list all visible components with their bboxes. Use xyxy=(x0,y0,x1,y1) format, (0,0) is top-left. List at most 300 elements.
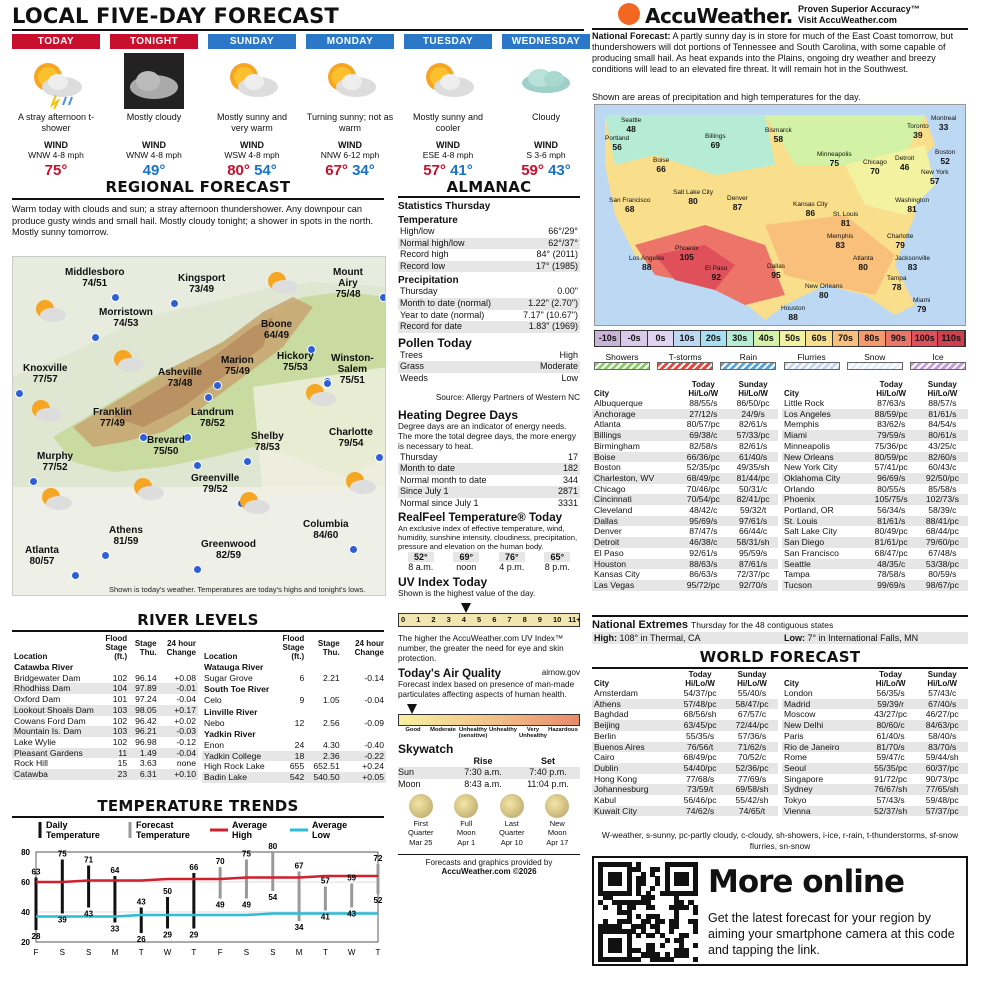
city-row: Rome 59/47/c 59/44/sh xyxy=(784,752,959,763)
legend-swatch: 40s xyxy=(754,331,780,346)
city-row: Kabul 56/46/pc 55/42/sh xyxy=(594,795,769,806)
city-dot-icon xyxy=(101,551,110,560)
forecast-temps: 75° xyxy=(44,162,68,179)
legend-swatch: 10s xyxy=(674,331,700,346)
us-map-city: Los Angeles 88 xyxy=(629,255,665,272)
us-map-city: Houston 88 xyxy=(781,305,806,322)
city-row: Kuwait City 74/62/s 74/65/t xyxy=(592,806,778,817)
map-weather-icon xyxy=(341,469,377,501)
city-row: Little Rock 87/63/s 88/57/s xyxy=(784,398,957,408)
more-online-text: Get the latest forecast for your region by aiming your smartphone camera at this code and tapping the link. xyxy=(708,911,955,957)
city-row: Las Vegas 95/72/pc 92/70/s xyxy=(592,580,778,591)
svg-text:Daily: Daily xyxy=(46,820,68,830)
river-row: Rock Hill 15 3.63 none xyxy=(14,758,196,769)
svg-text:Average: Average xyxy=(232,820,268,830)
national-extremes: National Extremes Thursday for the 48 contiguous states High: 108° in Thermal, CA Low: 7° in International Falls, MN xyxy=(592,615,968,644)
more-online-box xyxy=(592,856,968,966)
city-row: Salt Lake City 80/49/pc 68/44/pc xyxy=(784,526,959,537)
city-dot-icon xyxy=(91,333,100,342)
wind-value: ESE 4-8 mph xyxy=(422,150,474,160)
city-row: Detroit 46/38/c 58/31/sh xyxy=(592,537,778,548)
map-weather-icon xyxy=(109,347,145,379)
forecast-day-1 xyxy=(110,34,198,179)
low-value-label: 49 xyxy=(242,900,251,910)
forecast-day-label: TODAY xyxy=(12,34,100,49)
almanac-title: ALMANAC xyxy=(446,178,532,196)
precip-type: Rain xyxy=(720,352,776,374)
city-row: Anchorage 27/12/s 24/9/s xyxy=(592,409,778,420)
low-value-label: 34 xyxy=(294,923,304,932)
city-row: Minneapolis 75/36/pc 43/25/c xyxy=(784,440,957,451)
legend-item xyxy=(210,820,267,840)
city-row: Cincinnati 70/54/pc 82/41/pc xyxy=(592,494,778,505)
river-row: Cowans Ford Dam 102 96.42 +0.02 xyxy=(14,715,196,726)
high-value-label: 50 xyxy=(163,887,172,896)
city-row: Phoenix 105/75/s 102/73/s xyxy=(782,494,968,505)
svg-text:Average: Average xyxy=(312,820,348,830)
y-tick-label: 20 xyxy=(21,938,30,947)
pollen-source: Source: Allergy Partners of Western NC xyxy=(435,392,580,402)
x-tick-label: S xyxy=(243,948,250,957)
city-row: Moscow 43/27/pc 46/27/pc xyxy=(784,709,959,720)
svg-text:Low: Low xyxy=(312,830,330,840)
us-map-city: Denver 87 xyxy=(727,195,748,212)
x-tick-label: T xyxy=(375,948,381,957)
forecast-day-label: SUNDAY xyxy=(208,34,296,49)
temp-rows: High/low 66°/29° Normal high/low 62°/37° Record high 84° (2011) Record low 17° (1985) xyxy=(400,226,578,271)
low-value-label: 43 xyxy=(347,909,357,919)
uv-sub: Shown is the highest value of the day. xyxy=(398,588,536,598)
moon-phase-icon xyxy=(454,794,478,818)
us-map-city: Portland 56 xyxy=(605,135,630,152)
river-row: Nebo 12 2.56 -0.09 xyxy=(204,717,384,728)
us-map-city: Salt Lake City 80 xyxy=(673,189,714,206)
forecast-day-label: MONDAY xyxy=(306,34,394,49)
city-row: Charleston, WV 68/49/pc 81/44/pc xyxy=(592,473,778,484)
city-row: London 56/35/s 57/43/c xyxy=(784,688,957,698)
legend-swatch: -0s xyxy=(621,331,647,346)
forecast-day-0 xyxy=(12,34,100,179)
pollen-title: Pollen Today xyxy=(398,335,472,350)
forecast-day-label: TONIGHT xyxy=(110,34,198,49)
region-city-boone: Boone 64/49 xyxy=(261,319,293,341)
us-map-city: Jacksonville 83 xyxy=(895,255,931,272)
wind-value: S 3-6 mph xyxy=(526,150,566,160)
pollen-rows: Trees High Grass Moderate Weeds Low xyxy=(400,349,578,383)
uv-scale: 0 1 2 3 4 5 6 7 8 9 10 11+ xyxy=(398,603,580,631)
map-weather-icon xyxy=(235,489,271,521)
wind-label: WIND xyxy=(534,140,558,150)
realfeel-text: An exclusive index of effective temperature, wind, humidity, sunshine intensity, cloudiness, precipitation, pressure and elevation on the human body. xyxy=(398,523,578,551)
city-row: Oklahoma City 96/69/s 92/50/pc xyxy=(782,473,968,484)
air-marker-icon xyxy=(407,704,417,714)
forecast-day-2 xyxy=(208,34,296,179)
city-row: Denver 87/47/s 66/44/c xyxy=(594,526,768,537)
city-row: Birmingham 82/58/s 82/61/s xyxy=(594,440,768,451)
hdd-title: Heating Degree Days xyxy=(398,407,519,422)
forecast-temps: 80° 54° xyxy=(227,162,277,179)
river-header: 24 hour Change xyxy=(166,638,196,657)
legend-swatch: 80s xyxy=(859,331,885,346)
city-row: San Diego 81/61/pc 79/60/pc xyxy=(782,537,968,548)
x-tick-label: S xyxy=(270,948,276,957)
wind-value: WNW 4-8 mph xyxy=(126,150,182,160)
forecast-day-4 xyxy=(404,34,492,179)
city-row: Baghdad 68/56/sh 67/57/c xyxy=(594,709,767,720)
city-row: Athens 57/48/pc 58/47/pc xyxy=(592,699,778,710)
credit-line: Forecasts and graphics provided by xyxy=(398,854,580,867)
city-row: Tampa 78/58/s 80/59/s xyxy=(784,569,957,580)
high-value-label: 59 xyxy=(347,873,357,883)
hdd-text: Degree days are an indicator of energy needs. The more the total degree days, the more energy is necessary to heat. xyxy=(398,421,576,451)
city-row: New Orleans 80/59/pc 82/60/s xyxy=(782,452,968,463)
accuweather-logo: AccuWeather. xyxy=(645,4,793,28)
legend-swatch: 110s xyxy=(938,331,964,346)
city-dot-icon xyxy=(204,393,213,402)
us-map-city: El Paso 92 xyxy=(705,265,728,282)
low-value-label: 54 xyxy=(268,893,278,902)
us-map-city: New York 57 xyxy=(921,169,949,186)
svg-text:Forecast: Forecast xyxy=(136,820,174,830)
wind-label: WIND xyxy=(338,140,362,150)
river-row: Rhodhiss Dam 104 97.89 -0.01 xyxy=(14,683,196,694)
us-map-city: Toronto 39 xyxy=(907,123,929,140)
region-city-atlanta: Atlanta 80/57 xyxy=(25,545,59,567)
legend-swatch: -10s xyxy=(595,331,621,346)
city-row: St. Louis 81/61/s 88/41/pc xyxy=(782,516,968,527)
city-row: Buenos Aires 76/56/t 71/62/s xyxy=(592,742,778,753)
city-row: Tucson 99/69/s 98/67/pc xyxy=(782,580,968,591)
high-value-label: 71 xyxy=(84,855,94,865)
river-group: Catawba River xyxy=(14,662,74,672)
x-tick-label: T xyxy=(138,948,144,957)
high-value-label: 70 xyxy=(215,857,225,866)
us-map-city: Bismarck 58 xyxy=(765,127,792,144)
city-row: Johannesburg 73/59/t 69/58/sh xyxy=(592,784,778,795)
uv-title: UV Index Today xyxy=(398,574,488,589)
us-map-city: Boise 66 xyxy=(653,157,670,174)
river-row: Mountain Is. Dam 103 96.21 -0.03 xyxy=(14,726,196,737)
low-value-label: 28 xyxy=(31,932,41,941)
city-row: Houston 88/63/s 87/61/s xyxy=(592,559,778,570)
more-online-title: More online xyxy=(708,864,904,900)
region-city-shelby: Shelby 78/53 xyxy=(251,431,284,453)
river-row: Yadkin College 18 2.36 -0.22 xyxy=(204,750,384,761)
legend-swatch: 70s xyxy=(833,331,859,346)
forecast-day-label: WEDNESDAY xyxy=(502,34,590,49)
city-row: Sydney 76/67/sh 77/65/sh xyxy=(782,784,968,795)
us-map-city: New Orleans 80 xyxy=(805,283,843,300)
legend-swatch: 90s xyxy=(886,331,912,346)
river-group: Linville River xyxy=(204,706,258,717)
city-row: Boise 66/36/pc 61/40/s xyxy=(592,452,778,463)
city-dot-icon xyxy=(213,381,222,390)
accuweather-sun-icon xyxy=(618,3,640,25)
low-value-label: 49 xyxy=(215,900,225,910)
legend-swatch: 0s xyxy=(648,331,674,346)
realfeel-title: RealFeel Temperature® Today xyxy=(398,511,562,524)
high-value-label: 66 xyxy=(189,863,199,872)
city-row: Berlin 55/35/s 57/36/s xyxy=(594,730,767,741)
us-map-city: Charlotte 79 xyxy=(887,233,914,250)
low-value-label: 41 xyxy=(320,912,330,922)
legend-swatch: 60s xyxy=(806,331,832,346)
river-row: Badin Lake 542 540.50 +0.05 xyxy=(204,772,384,783)
stats-label: Statistics Thursday xyxy=(398,201,491,212)
trends-title: TEMPERATURE TRENDS xyxy=(97,797,299,815)
city-row: Seoul 55/35/pc 60/37/pc xyxy=(782,763,968,774)
regional-caption: Shown is today's weather. Temperatures are today's highs and tonight's lows. xyxy=(109,585,366,594)
map-weather-icon xyxy=(301,381,337,413)
x-tick-label: T xyxy=(191,948,197,957)
forecast-temps: 49° xyxy=(142,162,166,179)
moon-phases: First Quarter Mar 25 Full Moon Apr 1 Last Quarter Apr 10 New Moon Apr 17 xyxy=(398,794,580,848)
forecast-desc: Mostly sunny and cooler xyxy=(412,112,484,133)
us-map-city: San Francisco 68 xyxy=(609,197,651,214)
region-city-hickory: Hickory 75/53 xyxy=(277,351,314,373)
river-header: Stage Thu. xyxy=(134,638,157,657)
high-value-label: 80 xyxy=(268,842,278,851)
region-city-marion: Marion 75/49 xyxy=(221,355,254,377)
map-weather-icon xyxy=(129,475,165,507)
precip-type-legend xyxy=(594,352,966,374)
uv-marker-icon xyxy=(461,603,471,613)
sun-cloud-icon xyxy=(404,52,492,110)
us-map-city: Minneapolis 75 xyxy=(817,151,852,168)
city-row: Miami 79/59/s 80/61/s xyxy=(782,430,968,441)
svg-text:Temperature: Temperature xyxy=(46,830,100,840)
svg-text:High: High xyxy=(232,830,252,840)
world-title: WORLD FORECAST xyxy=(699,648,861,666)
credit-brand: AccuWeather.com ©2026 xyxy=(441,866,537,876)
city-row: New Delhi 80/60/c 84/63/pc xyxy=(782,720,968,731)
almanac-panel xyxy=(398,198,580,876)
us-map-city: Miami 79 xyxy=(913,297,931,314)
low-value-label: 39 xyxy=(57,915,67,925)
us-map-city: Kansas City 86 xyxy=(793,201,828,218)
moon-phase-icon xyxy=(409,794,433,818)
city-row: Singapore 91/72/pc 90/73/pc xyxy=(784,773,959,784)
low-value-label: 43 xyxy=(84,909,94,919)
city-row: Beijing 63/45/pc 72/44/pc xyxy=(592,720,778,731)
world-right: Today Sunday City Hi/Lo/W Hi/Lo/W London 56/35/s 57/43/c Madrid 59/39/r 67/40/s Moscow 43/27/pc 46/27/pc New Delhi 80/60/c 84/63/pc Paris 61/40/s 58/40/s Rio de Janeiro 81/70/s 83/70/s Rome 59/47/c 59/44/sh Seoul 55/35/pc 60/37/pc Singapore 91/72/pc 90/73/pc Sydney 76/67/sh 77/65/sh Tokyo 57/43/s 59/48/pc Vienna 52/37/sh 57/37/pc xyxy=(782,670,968,816)
precip-type: T-storms xyxy=(657,352,713,374)
river-title: RIVER LEVELS xyxy=(137,611,259,629)
river-header: Location xyxy=(204,652,238,661)
us-map-city: Tampa 78 xyxy=(887,275,907,292)
sun-cloud-icon xyxy=(306,52,394,110)
high-value-label: 75 xyxy=(242,849,251,859)
city-row: Paris 61/40/s 58/40/s xyxy=(784,730,957,741)
regional-text: Warm today with clouds and sun; a stray afternoon thundershower. Any downpour can produce gusty winds and small hail. Mostly cloudy tonight; a shower in spots in the north. Mostly sunny tomorrow. xyxy=(12,204,374,237)
region-city-winston-salem: Winston- Salem 75/51 xyxy=(331,353,374,386)
high-value-label: 67 xyxy=(294,861,304,871)
us-cities-right: Today Sunday City Hi/Lo/W Hi/Lo/W Little Rock 87/63/s 88/57/s Los Angeles 88/59/pc 81/61/s Memphis 83/62/s 84/54/s Miami 79/59/s 80/61/s Minneapolis 75/36/pc 43/25/c New Orleans 80/59/pc 82/60/s New York City 57/41/pc 60/43/c Oklahoma City 96/69/s 92/50/pc Orlando 80/55/s 85/58/s Phoenix 105/75/s 102/73/s Portland, OR 56/34/s 58/39/c St. Louis 81/61/s 88/41/pc Salt Lake City 80/49/pc 68/44/pc San Diego 81/61/pc 79/60/pc San Francisco 68/47/pc 67/48/s Seattle 48/35/c 53/38/pc Tampa 78/58/s 80/59/s Tucson 99/69/s 98/67/pc xyxy=(782,380,968,591)
region-city-kingsport: Kingsport 73/49 xyxy=(178,273,226,295)
low-value-label: 29 xyxy=(189,930,199,940)
river-group: Yadkin River xyxy=(204,729,256,740)
river-header: Flood Stage (ft.) xyxy=(105,634,128,661)
city-row: Dallas 95/69/s 97/61/s xyxy=(592,516,778,527)
region-city-middlesboro: Middlesboro 74/51 xyxy=(65,267,125,289)
forecast-day-label: TUESDAY xyxy=(404,34,492,49)
regional-title: REGIONAL FORECAST xyxy=(105,178,291,196)
high-value-label: 43 xyxy=(136,897,146,907)
city-row: Madrid 59/39/r 67/40/s xyxy=(782,699,968,710)
y-tick-label: 40 xyxy=(21,908,30,917)
legend-item xyxy=(130,820,190,840)
precip-type: Snow xyxy=(847,352,903,374)
city-dot-icon xyxy=(243,457,252,466)
realfeel-values: 52° 8 a.m. 69° noon 76° 4 p.m. 65° 8 p.m. xyxy=(408,551,570,572)
river-table-right xyxy=(202,634,386,783)
river-row: Oxford Dam 101 97.24 -0.04 xyxy=(14,694,196,705)
us-map-city: Montreal 33 xyxy=(931,115,957,132)
region-city-athens: Athens 81/59 xyxy=(109,525,143,547)
legend-swatch: 100s xyxy=(912,331,938,346)
river-table-left xyxy=(12,634,198,780)
city-row: Kansas City 86/63/s 72/37/pc xyxy=(594,569,770,580)
river-row: Sugar Grove 6 2.21 -0.14 xyxy=(204,672,384,683)
forecast-day-3 xyxy=(306,34,394,179)
high-value-label: 64 xyxy=(110,866,120,875)
us-map-city: Detroit 46 xyxy=(895,155,915,172)
forecast-desc: Turning sunny; not as warm xyxy=(306,112,394,133)
city-row: Albuquerque 88/55/s 86/50/pc xyxy=(594,398,770,408)
us-map-city: Memphis 83 xyxy=(827,233,854,250)
river-row: Catawba 23 6.31 +0.10 xyxy=(14,769,196,780)
low-value-label: 33 xyxy=(110,924,120,934)
river-row: Lookout Shoals Dam 103 98.05 +0.17 xyxy=(14,704,196,715)
city-row: New York City 57/41/pc 60/43/c xyxy=(784,462,957,473)
river-header: 24 hour Change xyxy=(354,638,384,657)
city-row: Vienna 52/37/sh 57/37/pc xyxy=(782,806,968,817)
y-tick-label: 60 xyxy=(21,878,30,887)
city-dot-icon xyxy=(193,461,202,470)
us-map-city: Atlanta 80 xyxy=(853,255,874,272)
city-row: Rio de Janeiro 81/70/s 83/70/s xyxy=(782,742,968,753)
city-row: El Paso 92/61/s 95/59/s xyxy=(594,547,768,558)
skywatch-table: Rise Set Sun 7:30 a.m. 7:40 p.m. Moon 8:43 a.m. 11:04 p.m. xyxy=(398,756,580,791)
map-weather-icon xyxy=(37,485,73,517)
accuweather-tagline: Proven Superior Accuracy™ Visit AccuWeather.com xyxy=(798,4,920,25)
river-group: Watauga River xyxy=(204,662,264,672)
legend-swatch: 50s xyxy=(780,331,806,346)
city-dot-icon xyxy=(15,389,24,398)
precip-type: Showers xyxy=(594,352,650,374)
city-dot-icon xyxy=(379,293,386,302)
wind-label: WIND xyxy=(44,140,68,150)
city-row: Atlanta 80/57/pc 82/61/s xyxy=(594,419,768,430)
x-tick-label: W xyxy=(347,948,356,957)
river-row: Celo 9 1.05 -0.04 xyxy=(204,695,384,706)
forecast-temps: 67° 34° xyxy=(325,162,375,179)
precip-rows: Thursday 0.00" Month to date (normal) 1.22" (2.70") Year to date (normal) 7.17" (10.67") Record for date 1.83" (1969) xyxy=(400,286,578,332)
forecast-desc: Cloudy xyxy=(531,112,560,122)
city-row: Tokyo 57/43/s 59/48/pc xyxy=(784,795,959,806)
tshower-icon xyxy=(12,52,100,110)
city-dot-icon xyxy=(111,293,120,302)
us-map-city: St. Louis 81 xyxy=(833,211,859,228)
river-header: Location xyxy=(14,652,48,661)
city-dot-icon xyxy=(71,571,80,580)
x-tick-label: W xyxy=(163,948,172,957)
x-tick-label: M xyxy=(295,948,303,957)
temperature-legend xyxy=(594,330,966,347)
map-weather-icon xyxy=(263,269,299,301)
river-row: Enon 24 4.30 -0.40 xyxy=(204,739,384,750)
city-dot-icon xyxy=(375,453,384,462)
forecast-temps: 57° 41° xyxy=(423,162,473,179)
us-cities-left: Today Sunday City Hi/Lo/W Hi/Lo/W Albuquerque 88/55/s 86/50/pc Anchorage 27/12/s 24/9/s Atlanta 80/57/pc 82/61/s Billings 69/38/c 57/33/pc Birmingham 82/58/s 82/61/s Boise 66/36/pc 61/40/s Boston 52/35/pc 49/35/sh Charleston, WV 68/49/pc 81/44/pc Chicago 70/46/pc 50/31/c Cincinnati 70/54/pc 82/41/pc Cleveland 48/42/c 59/32/t Dallas 95/69/s 97/61/s Denver 87/47/s 66/44/c Detroit 46/38/c 58/31/sh El Paso 92/61/s 95/59/s Houston 88/63/s 87/61/s Kansas City 86/63/s 72/37/pc Las Vegas 95/72/pc 92/70/s xyxy=(592,380,778,591)
air-source: airnow.gov xyxy=(541,667,580,677)
low-value-label: 26 xyxy=(136,935,146,944)
forecast-desc: A stray afternoon t-shower xyxy=(17,112,95,133)
hdd-rows: Thursday 17 Month to date 182 Normal month to date 344 Since July 1 2871 Normal since July 1 3331 xyxy=(400,451,578,508)
wind-value: NNW 6-12 mph xyxy=(320,150,380,160)
x-tick-label: M xyxy=(111,948,119,957)
city-row: Portland, OR 56/34/s 58/39/c xyxy=(784,505,957,516)
river-row: High Rock Lake 655 652.51 +0.24 xyxy=(204,761,384,772)
us-map-city: Billings 69 xyxy=(705,133,726,150)
forecast-desc: Mostly cloudy xyxy=(126,112,182,122)
moon-phase-icon xyxy=(545,794,569,818)
region-city-franklin: Franklin 77/49 xyxy=(93,407,132,429)
river-header: Stage Thu. xyxy=(317,638,340,657)
low-value-label: 29 xyxy=(163,930,172,940)
legend-item xyxy=(290,820,347,840)
precip-type: Ice xyxy=(910,352,966,374)
region-city-landrum: Landrum 78/52 xyxy=(191,407,234,429)
low-value-label: 52 xyxy=(373,896,383,905)
cloud-icon xyxy=(502,52,590,110)
city-row: Boston 52/35/pc 49/35/sh xyxy=(594,462,770,473)
legend-swatch: 20s xyxy=(701,331,727,346)
y-tick-label: 80 xyxy=(21,848,30,857)
temperature-trend-chart xyxy=(10,818,386,978)
x-tick-label: T xyxy=(322,948,328,957)
precip-label: Precipitation xyxy=(398,275,459,287)
air-text: Forecast index based on presence of man-made particulates affecting aspects of human health. xyxy=(398,679,575,699)
x-tick-label: S xyxy=(59,948,65,957)
uv-text: The higher the AccuWeather.com UV Index™ number, the greater the need for eye and skin protection. xyxy=(398,633,564,663)
wind-label: WIND xyxy=(142,140,166,150)
city-row: Seattle 48/35/c 53/38/pc xyxy=(782,559,968,570)
river-row: Bridgewater Dam 102 96.14 +0.08 xyxy=(14,672,196,683)
city-row: San Francisco 68/47/pc 67/48/s xyxy=(784,547,957,558)
forecast-day-5 xyxy=(502,34,590,179)
x-tick-label: F xyxy=(33,948,39,957)
wind-value: WNW 4-8 mph xyxy=(28,150,84,160)
skywatch-title: Skywatch xyxy=(398,741,454,756)
high-value-label: 75 xyxy=(57,849,67,859)
high-value-label: 72 xyxy=(373,854,383,863)
us-map-city: Boston 52 xyxy=(935,149,956,166)
city-row: Los Angeles 88/59/pc 81/61/s xyxy=(782,409,968,420)
city-row: Cleveland 48/42/c 59/32/t xyxy=(594,505,767,516)
us-map-city: Seattle 48 xyxy=(621,117,642,134)
map-weather-icon xyxy=(31,297,67,329)
five-day-title: LOCAL FIVE-DAY FORECAST xyxy=(12,4,339,28)
qr-code[interactable] xyxy=(598,862,698,962)
region-city-asheville: Asheville 73/48 xyxy=(158,367,202,389)
region-city-greenville: Greenville 79/52 xyxy=(191,473,240,495)
city-row: Billings 69/38/c 57/33/pc xyxy=(592,430,778,441)
city-row: Orlando 80/55/s 85/58/s xyxy=(784,483,957,494)
legend-item xyxy=(40,820,100,840)
region-city-charlotte: Charlotte 79/54 xyxy=(329,427,373,449)
forecast-desc: Mostly sunny and very warm xyxy=(216,112,288,133)
